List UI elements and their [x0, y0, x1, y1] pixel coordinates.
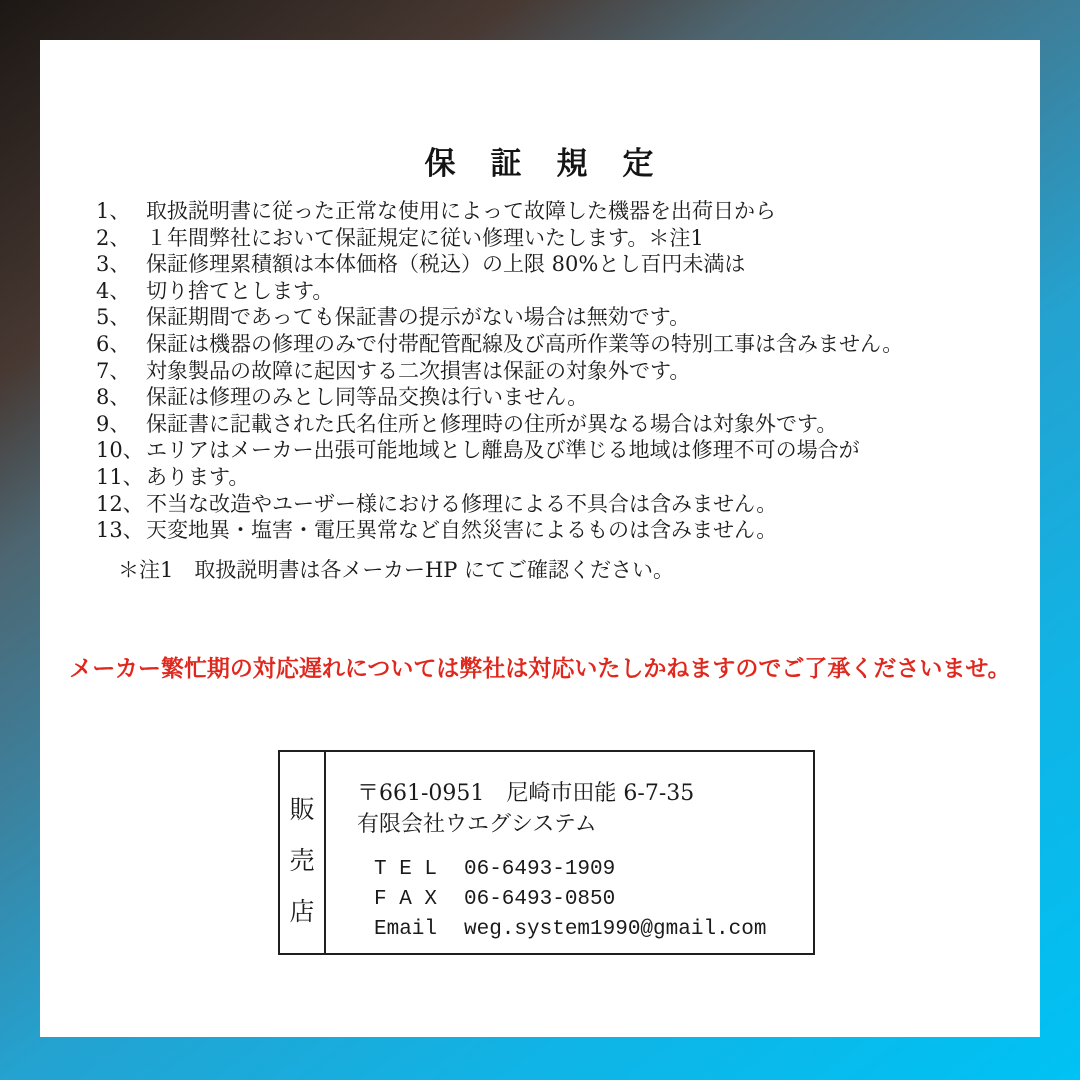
seller-info-box: [278, 750, 815, 955]
list-item: [96, 198, 996, 225]
item-number: 6、: [96, 331, 131, 356]
item-text: 保証は機器の修理のみで付帯配管配線及び高所作業等の特別工事は含みません。: [146, 331, 904, 356]
footnote-note1: ＊注1 取扱説明書は各メーカーHP にてご確認ください。: [118, 558, 675, 582]
fax-value: 06-6493-0850: [464, 888, 616, 911]
list-item: [96, 331, 996, 358]
tel-label: T E L: [374, 858, 438, 881]
seller-email-row: [374, 915, 813, 945]
seller-label-char: 売: [289, 845, 315, 875]
seller-content: [326, 752, 813, 953]
list-item: [96, 411, 996, 438]
email-label: Email: [374, 918, 438, 941]
list-item: [96, 517, 996, 544]
item-number: 4、: [96, 278, 131, 303]
item-number: 1、: [96, 199, 131, 223]
list-item: [96, 491, 996, 518]
item-text: あります。: [146, 464, 250, 489]
item-text: 保証期間であっても保証書の提示がない場合は無効です。: [146, 305, 691, 330]
seller-fax-row: [374, 885, 813, 915]
list-item: [96, 384, 996, 411]
seller-tel-row: [374, 855, 813, 885]
list-item: [96, 251, 996, 278]
seller-label-vertical: [280, 752, 326, 953]
item-number: 12、: [96, 491, 144, 516]
item-number: 5、: [96, 305, 131, 330]
item-number: 8、: [96, 385, 131, 410]
seller-postal-address: 〒661-0951 尼崎市田能 6-7-35: [357, 781, 695, 806]
seller-label-char: 販: [289, 794, 315, 824]
list-item: [96, 437, 996, 464]
busy-season-notice: メーカー繁忙期の対応遅れについては弊社は対応いたしかねますのでご了承くださいませ。: [69, 655, 1011, 681]
list-item: [96, 304, 996, 331]
item-text: 対象製品の故障に起因する二次損害は保証の対象外です。: [146, 358, 691, 383]
item-text: 保証は修理のみとし同等品交換は行いません。: [146, 385, 589, 410]
seller-label-char: 店: [289, 896, 315, 926]
item-number: 7、: [96, 358, 131, 383]
tel-value: 06-6493-1909: [464, 858, 616, 881]
item-number: 9、: [96, 411, 131, 436]
item-text: 天変地異・塩害・電圧異常など自然災害によるものは含みません。: [146, 518, 778, 543]
item-text: 保証修理累積額は本体価格（税込）の上限 80%とし百円未満は: [146, 252, 746, 277]
list-item: [96, 464, 996, 491]
item-text: エリアはメーカー出張可能地域とし離島及び準じる地域は修理不可の場合が: [146, 438, 860, 463]
warranty-document-card: [40, 40, 1040, 1037]
item-text: 切り捨てとします。: [146, 278, 334, 303]
item-number: 2、: [96, 225, 131, 250]
warranty-terms-list: [96, 198, 996, 544]
item-text: 不当な改造やユーザー様における修理による不具合は含みません。: [146, 491, 778, 516]
item-number: 11、: [96, 464, 144, 489]
list-item: [96, 225, 996, 252]
item-text: １年間弊社において保証規定に従い修理いたします。＊注1: [146, 225, 704, 250]
item-number: 3、: [96, 252, 131, 277]
seller-contact-block: [374, 855, 813, 945]
seller-company-name: 有限会社ウエグシステム: [357, 812, 597, 837]
email-value: weg.system1990@gmail.com: [464, 918, 767, 941]
item-number: 10、: [96, 438, 144, 463]
list-item: [96, 278, 996, 305]
item-text: 保証書に記載された氏名住所と修理時の住所が異なる場合は対象外です。: [146, 411, 838, 436]
document-title: 保 証 規 定: [424, 146, 656, 182]
list-item: [96, 358, 996, 385]
item-number: 13、: [96, 518, 144, 543]
item-text: 取扱説明書に従った正常な使用によって故障した機器を出荷日から: [146, 199, 776, 223]
fax-label: F A X: [374, 888, 438, 911]
